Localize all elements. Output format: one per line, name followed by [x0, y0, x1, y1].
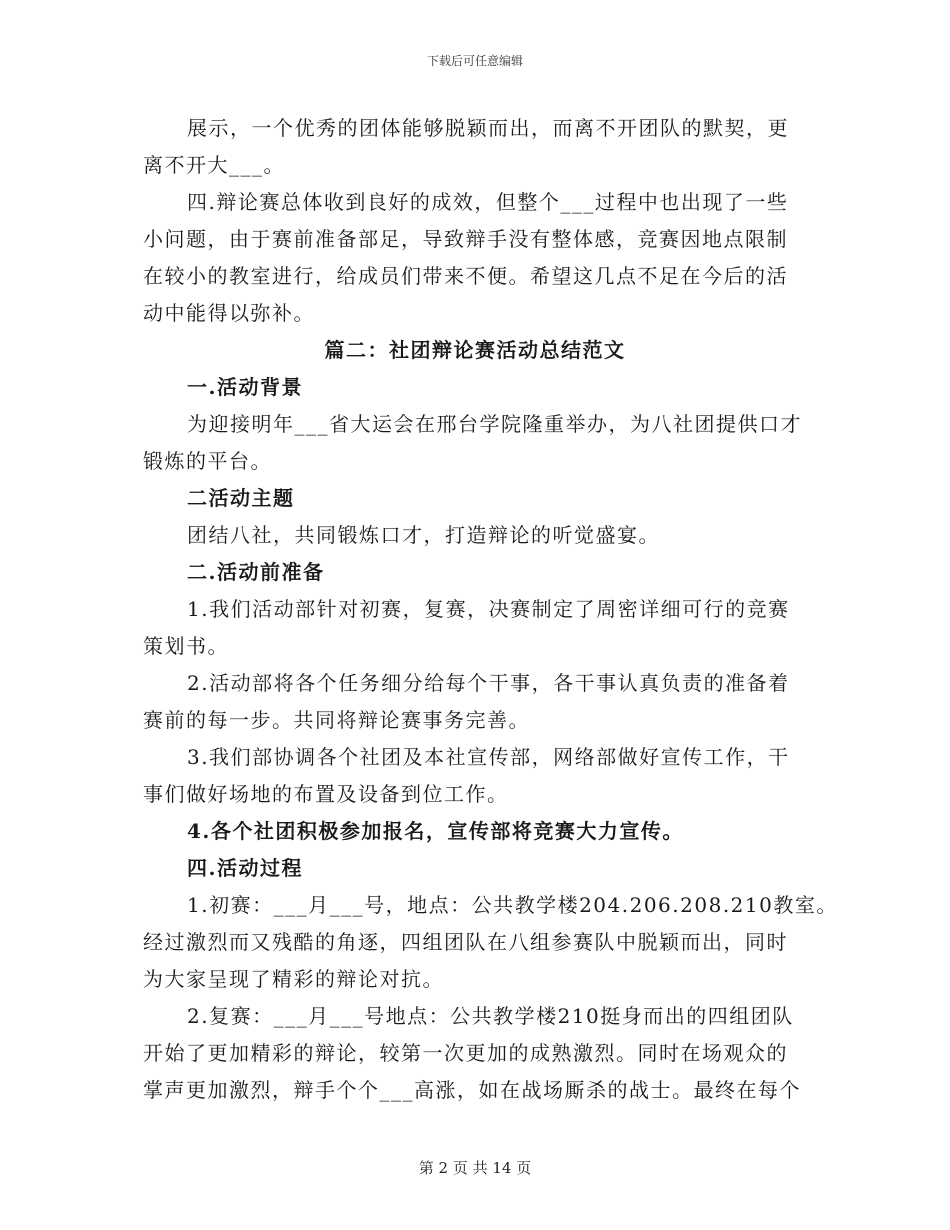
paragraph-first-line: 2.复赛：___月___号地点：公共教学楼210挺身而出的四组团队: [187, 1004, 794, 1028]
paragraph-line: 离不开大___。: [143, 153, 285, 177]
section-heading: 四.活动过程: [187, 856, 303, 880]
section-heading: 一.活动背景: [187, 375, 303, 399]
paragraph-first-line: 1.初赛：___月___号，地点：公共教学楼204.206.208.210教室。: [187, 893, 838, 917]
paragraph-first-line: 1.我们活动部针对初赛，复赛，决赛制定了周密详细可行的竞赛: [187, 597, 790, 621]
section-heading: 4.各个社团积极参加报名，宣传部将竞赛大力宣传。: [187, 819, 684, 843]
paragraph-line: 动中能得以弥补。: [143, 301, 315, 325]
paragraph-line: 开始了更加精彩的辩论，较第一次更加的成熟激烈。同时在场观众的: [143, 1041, 788, 1065]
paragraph-line: 赛前的每一步。共同将辩论赛事务完善。: [143, 708, 530, 732]
section-heading: 二活动主题: [187, 486, 295, 510]
paragraph-line: 经过激烈而又残酷的角逐，四组团队在八组参赛队中脱颖而出，同时: [143, 930, 788, 954]
paragraph-first-line: 为迎接明年___省大运会在邢台学院隆重举办，为八社团提供口才: [187, 412, 802, 436]
section-title: 篇二：社团辩论赛活动总结范文: [324, 338, 626, 362]
page-header: 下载后可任意编辑: [426, 54, 523, 68]
paragraph-line: 事们做好场地的布置及设备到位工作。: [143, 782, 509, 806]
paragraph-first-line: 3.我们部协调各个社团及本社宣传部，网络部做好宣传工作，干: [187, 745, 790, 769]
paragraph-first-line: 2.活动部将各个任务细分给每个干事，各干事认真负责的准备着: [187, 671, 790, 695]
paragraph-line: 锻炼的平台。: [143, 449, 272, 473]
document-body: [143, 110, 838, 1109]
paragraph-line: 在较小的教室进行，给成员们带来不便。希望这几点不足在今后的活: [143, 264, 788, 288]
section-heading: 二.活动前准备: [187, 560, 325, 584]
paragraph-first-line: 团结八社，共同锻炼口才，打造辩论的听觉盛宴。: [187, 523, 660, 547]
paragraph-line: 为大家呈现了精彩的辩论对抗。: [143, 967, 444, 991]
paragraph-first-line: 展示，一个优秀的团体能够脱颖而出，而离不开团队的默契，更: [187, 116, 789, 140]
page-footer: 第 2 页 共 14 页: [418, 1159, 532, 1177]
paragraph-line: 小问题，由于赛前准备部足，导致辩手没有整体感，竞赛因地点限制: [143, 227, 788, 251]
paragraph-line: 掌声更加激烈，辩手个个___高涨，如在战场厮杀的战士。最终在每个: [143, 1078, 801, 1102]
paragraph-line: 策划书。: [143, 634, 229, 658]
paragraph-first-line: 四.辩论赛总体收到良好的成效，但整个___过程中也出现了一些: [187, 190, 789, 214]
